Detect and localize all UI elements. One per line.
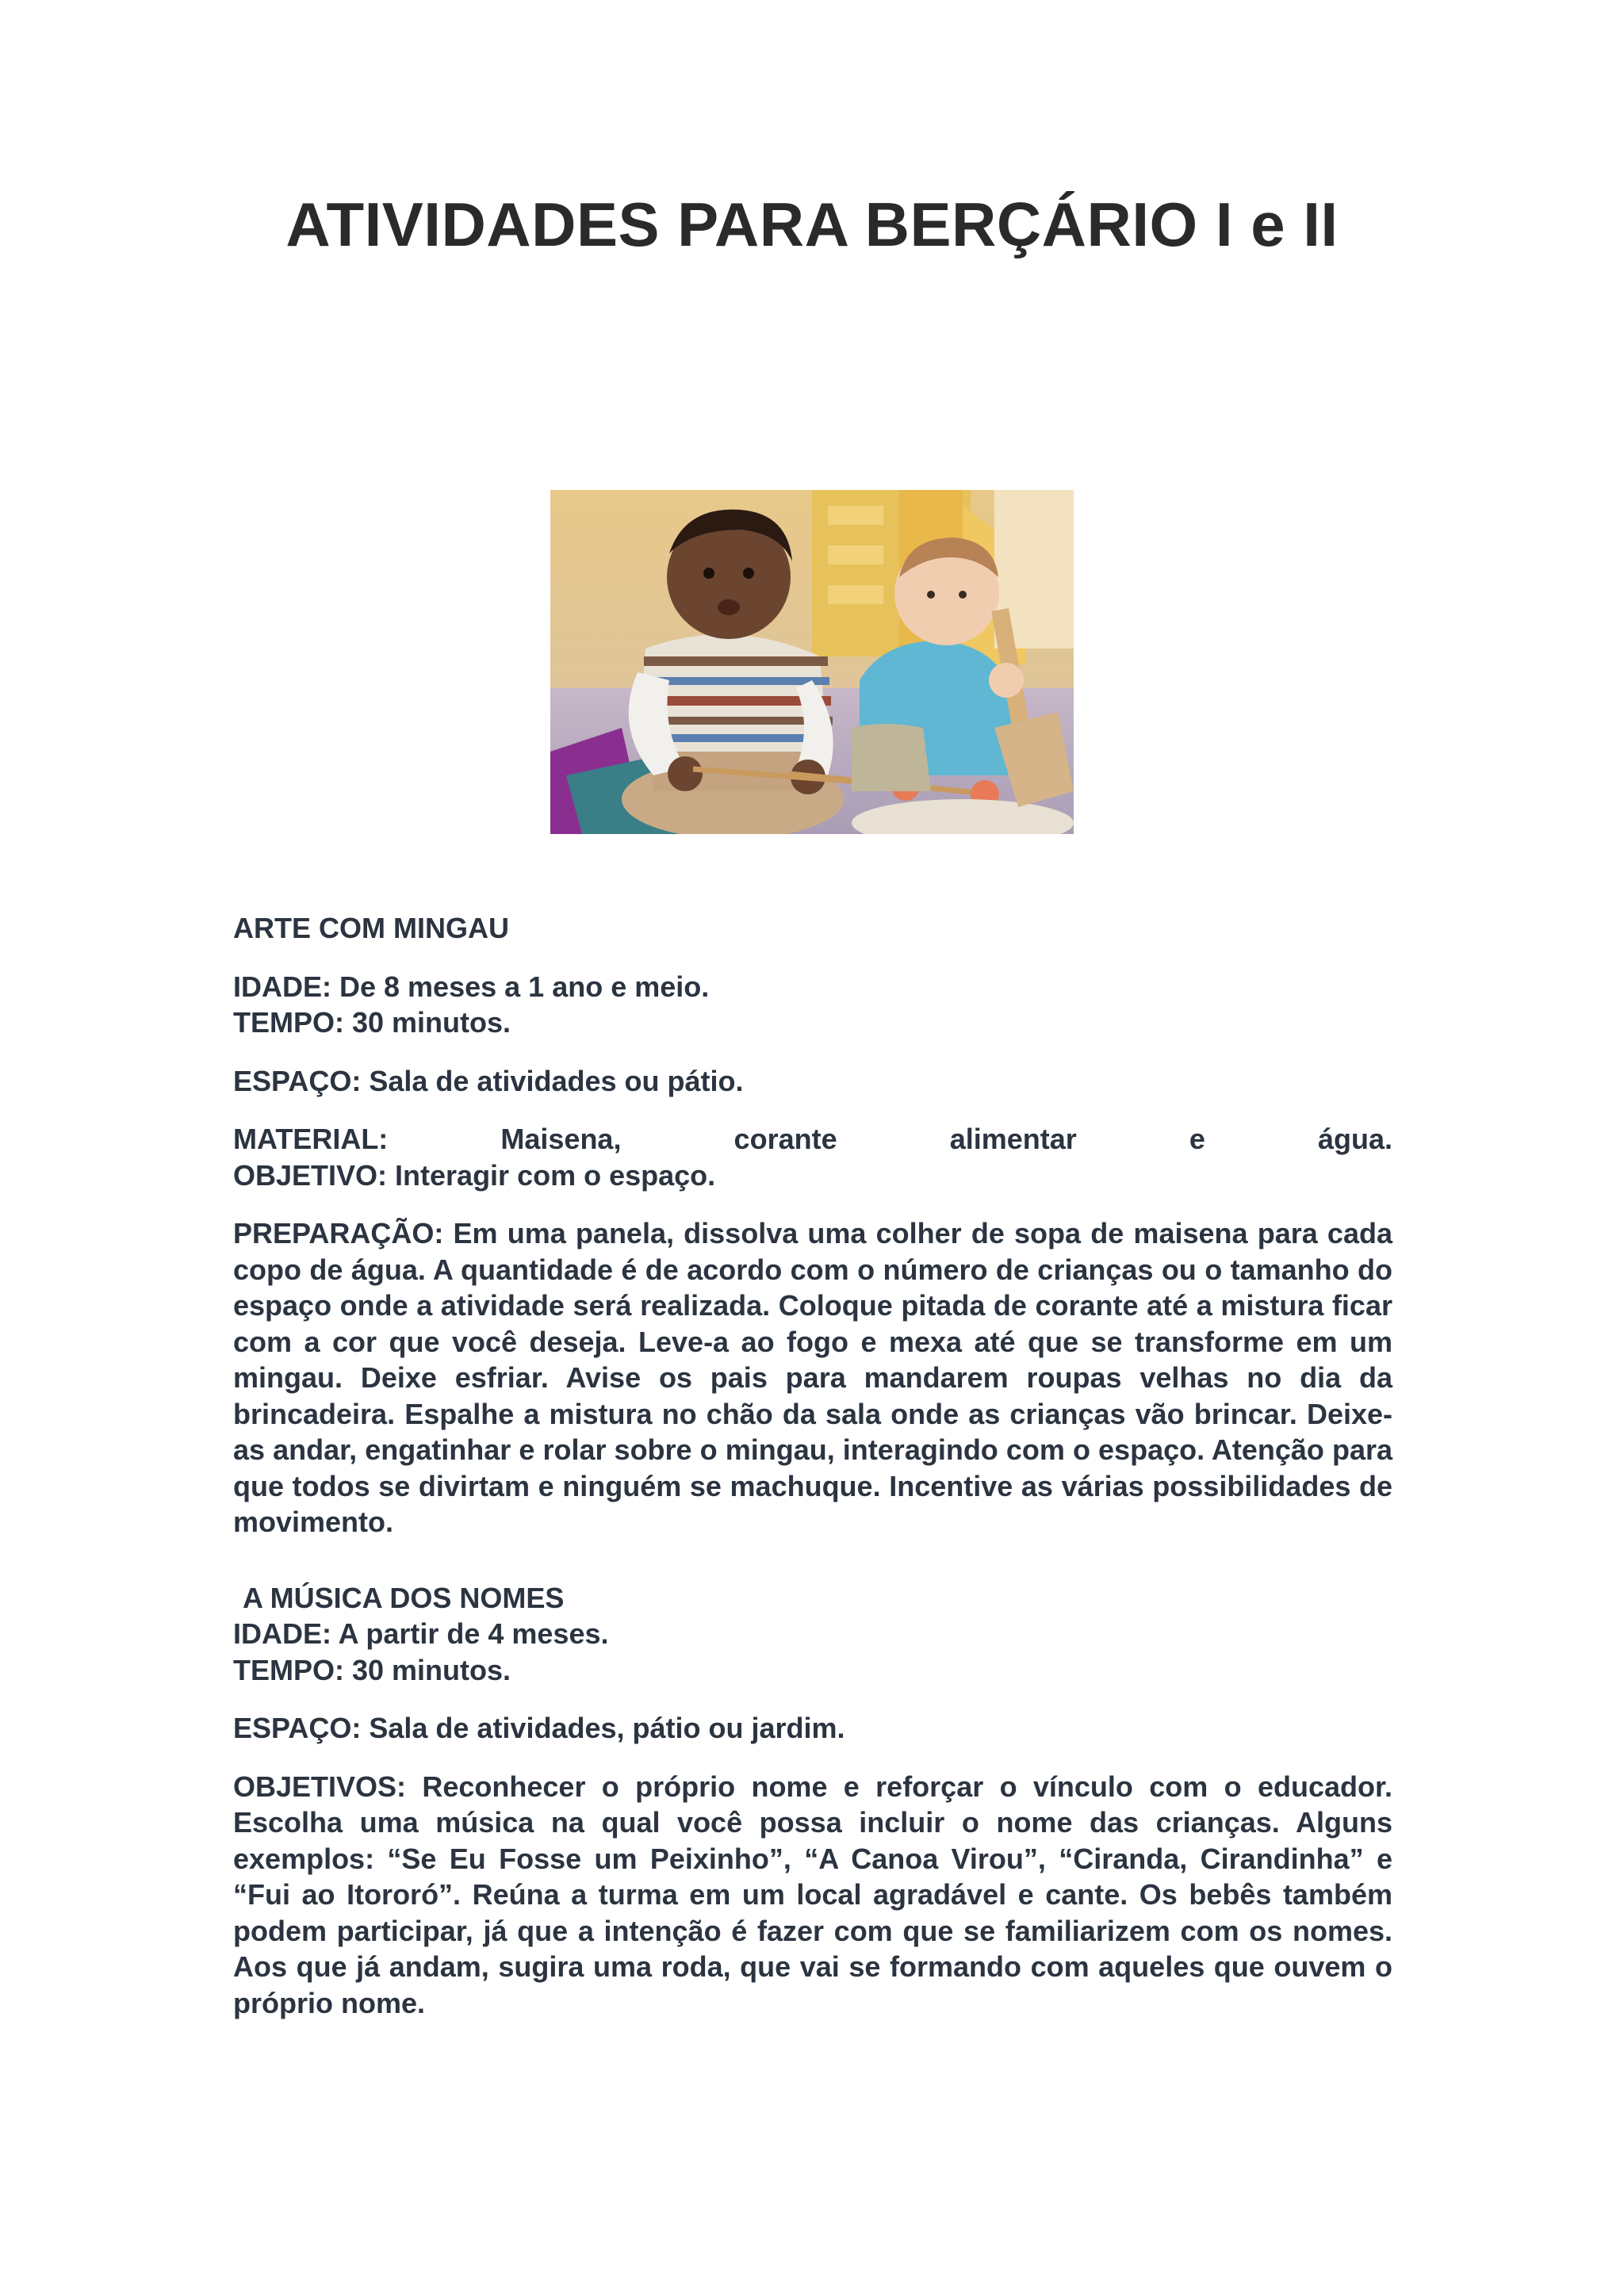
preparacao-paragraph: PREPARAÇÃO: Em uma panela, dissolva uma colher de sopa de maisena para cada copo de água. A quantidade é de acordo com o número de crianças ou o tamanho do espaço onde a atividade será realizada. Coloque pitada de corante até a mistura ficar com a cor que você deseja. Leve-a ao fogo e mexa até que se transforme em um mingau. Deixe esfriar. Avise os pais para mandarem roupas velhas no dia da brincadeira. Espalhe a mistura no chão da sala onde as crianças vão brincar. Deixe-as andar, engatinhar e rolar sobre o mingau, interagindo com o espaço. Atenção para que todos se divirtam e ninguém se machuque. Incentive as várias possibilidades de movimento. <box>233 1217 1392 1538</box>
babies-photo <box>550 490 1074 834</box>
objetivo-text: OBJETIVO: Interagir com o espaço. <box>233 1158 716 1192</box>
page-title: ATIVIDADES PARA BERÇÁRIO I e II <box>285 189 1339 259</box>
section-title-arte-com-mingau: ARTE COM MINGAU <box>233 912 509 944</box>
material-text: MATERIAL: Maisena, corante alimentar e água. <box>233 1123 1392 1155</box>
objetivos-paragraph: OBJETIVOS: Reconhecer o próprio nome e reforçar o vínculo com o educador. Escolha uma música na qual você possa incluir o nome das crianças. Alguns exemplos: “Se Eu Fosse um Peixinho”, “A Canoa Virou”, “Ciranda, Cirandinha” e “Fui ao Itororó”. Reúna a turma em um local agradável e cante. Os bebês também podem participar, já que a intenção é fazer com que se familiarizem com os nomes. Aos que já andam, sugira uma roda, que vai se formando com aqueles que ouvem o próprio nome. <box>233 1770 1392 2019</box>
section-title-musica-dos-nomes: A MÚSICA DOS NOMES <box>243 1581 565 1614</box>
idade-text: IDADE: De 8 meses a 1 ano e meio. <box>233 970 710 1003</box>
document-body <box>233 910 1392 2021</box>
babies-illustration <box>550 490 1074 834</box>
espaco-text: ESPAÇO: Sala de atividades ou pátio. <box>233 1064 744 1097</box>
idade-text: IDADE: A partir de 4 meses. <box>233 1617 609 1650</box>
tempo-text: TEMPO: 30 minutos. <box>233 1653 511 1686</box>
espaco-text: ESPAÇO: Sala de atividades, pátio ou jardim. <box>233 1712 845 1744</box>
tempo-text: TEMPO: 30 minutos. <box>233 1006 511 1039</box>
